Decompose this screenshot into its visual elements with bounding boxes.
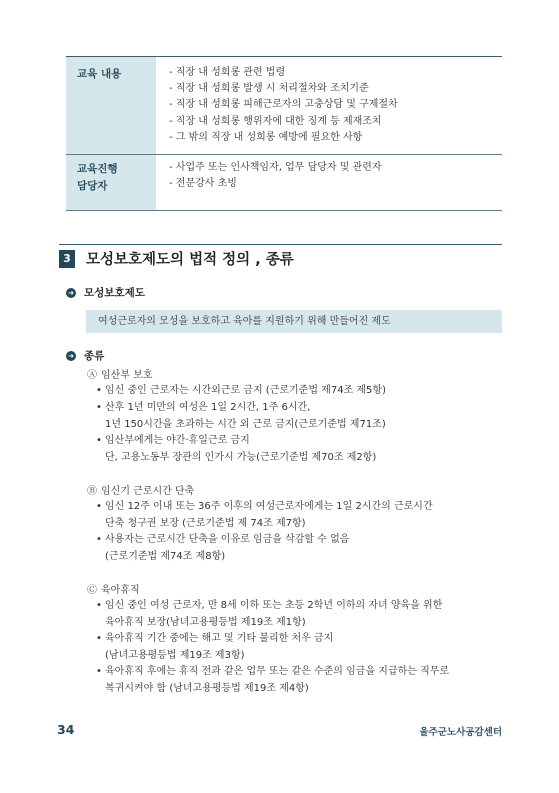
- definition-heading: [66, 285, 145, 300]
- education-table: [66, 56, 502, 211]
- bullet-icon: •: [96, 534, 102, 545]
- bullet-icon: •: [96, 501, 102, 512]
- table-line: - 직장 내 성희롱 행위자에 대한 징계 등 제재조치: [169, 115, 382, 127]
- group-title: [87, 581, 140, 596]
- list-item: [96, 400, 386, 433]
- bullet-icon: •: [96, 402, 102, 413]
- group-title: [87, 366, 152, 381]
- bullet-line: 단축 청구권 보장 (근로기준법 제 74조 제7항): [105, 517, 306, 529]
- table-label: [66, 155, 156, 210]
- section-number: 3: [59, 250, 75, 268]
- table-row: [66, 155, 502, 211]
- table-value: [156, 57, 502, 154]
- page-number: 34: [57, 722, 75, 737]
- bullet-icon: •: [96, 633, 102, 644]
- list-item: [96, 532, 350, 565]
- bullet-line: (남녀고용평등법 제19조 제3항): [105, 649, 245, 661]
- bullet-line: 임신 12주 이내 또는 36주 이후의 여성근로자에게는 1일 2시간의 근로시간: [105, 501, 433, 512]
- table-label: 교육 내용: [66, 57, 156, 154]
- table-label-line: 담당자: [77, 180, 108, 193]
- list-item: [96, 499, 433, 532]
- table-line: - 직장 내 성희롱 관련 법령: [169, 67, 286, 78]
- table-label-line: 교육진행: [77, 163, 118, 176]
- bullet-line: 임산부에게는 야간·휴일근로 금지: [105, 435, 250, 446]
- bullet-line: 산후 1년 미만의 여성은 1일 2시간, 1주 6시간,: [105, 402, 311, 413]
- table-value: [156, 155, 502, 210]
- bullet-line: 임신 중인 근로자는 시간외근로 금지 (근로기준법 제74조 제5항): [105, 385, 386, 396]
- bullet-line: 단, 고용노동부 장관의 인가시 가능(근로기준법 제70조 제2항): [105, 451, 377, 463]
- arrow-circle-icon: ➜: [66, 351, 76, 361]
- section-title: 모성보호제도의 법적 정의 , 종류: [86, 252, 294, 268]
- list-item: [96, 433, 377, 466]
- table-line: - 전문강사 초빙: [169, 178, 237, 190]
- definition-heading-text: 모성보호제도: [84, 287, 145, 299]
- list-item: [96, 664, 450, 697]
- table-line: - 직장 내 성희롱 발생 시 처리절차와 조치기준: [169, 83, 369, 95]
- circled-b-icon: Ⓑ: [87, 486, 97, 497]
- bullet-line: 육아휴직 후에는 휴직 전과 같은 업무 또는 같은 수준의 임금을 지급하는 직무로: [105, 666, 450, 677]
- bullet-line: 1년 150시간을 초과하는 시간 외 근로 금지(근로기준법 제71조): [105, 418, 386, 430]
- list-item: [96, 383, 386, 400]
- table-line: - 직장 내 성희롱 피해근로자의 고충상담 및 구제절차: [169, 99, 398, 111]
- bullet-line: 복귀시켜야 함 (남녀고용평등법 제19조 제4항): [105, 682, 309, 694]
- table-row: [66, 57, 502, 155]
- circled-c-icon: Ⓒ: [87, 585, 97, 596]
- bullet-line: 육아휴직 보장(남녀고용평등법 제19조 제1항): [105, 616, 306, 628]
- group-title-text: 육아휴직: [101, 585, 140, 596]
- bullet-icon: •: [96, 435, 102, 446]
- table-line: - 그 밖의 직장 내 성희롱 예방에 필요한 사항: [169, 131, 363, 143]
- section-header: [59, 244, 502, 271]
- list-item: [96, 631, 334, 664]
- group-title-text: 임산부 보호: [101, 370, 153, 381]
- table-line: - 사업주 또는 인사책임자, 업무 담당자 및 관련자: [169, 162, 382, 174]
- types-heading-text: 종류: [84, 350, 105, 362]
- definition-box: 여성근로자의 모성을 보호하고 육아를 지원하기 위해 만들어진 제도: [86, 310, 502, 333]
- group-title: [87, 482, 194, 497]
- list-item: [96, 598, 443, 631]
- bullet-icon: •: [96, 666, 102, 677]
- group-title-text: 임신기 근로시간 단축: [101, 486, 195, 497]
- bullet-icon: •: [96, 600, 102, 611]
- bullet-icon: •: [96, 385, 102, 396]
- types-heading: [66, 348, 104, 363]
- arrow-circle-icon: ➜: [66, 288, 76, 298]
- circled-a-icon: Ⓐ: [87, 370, 97, 381]
- footer-organization: 울주군노사공감센터: [419, 727, 502, 738]
- bullet-line: 육아휴직 기간 중에는 해고 및 기타 불리한 처우 금지: [105, 633, 334, 644]
- bullet-line: (근로기준법 제74조 제8항): [105, 550, 226, 562]
- bullet-line: 사용자는 근로시간 단축을 이유로 임금을 삭감할 수 없음: [105, 534, 350, 545]
- bullet-line: 임신 중인 여성 근로자, 만 8세 이하 또는 초등 2학년 이하의 자녀 양육을 위한: [105, 600, 443, 611]
